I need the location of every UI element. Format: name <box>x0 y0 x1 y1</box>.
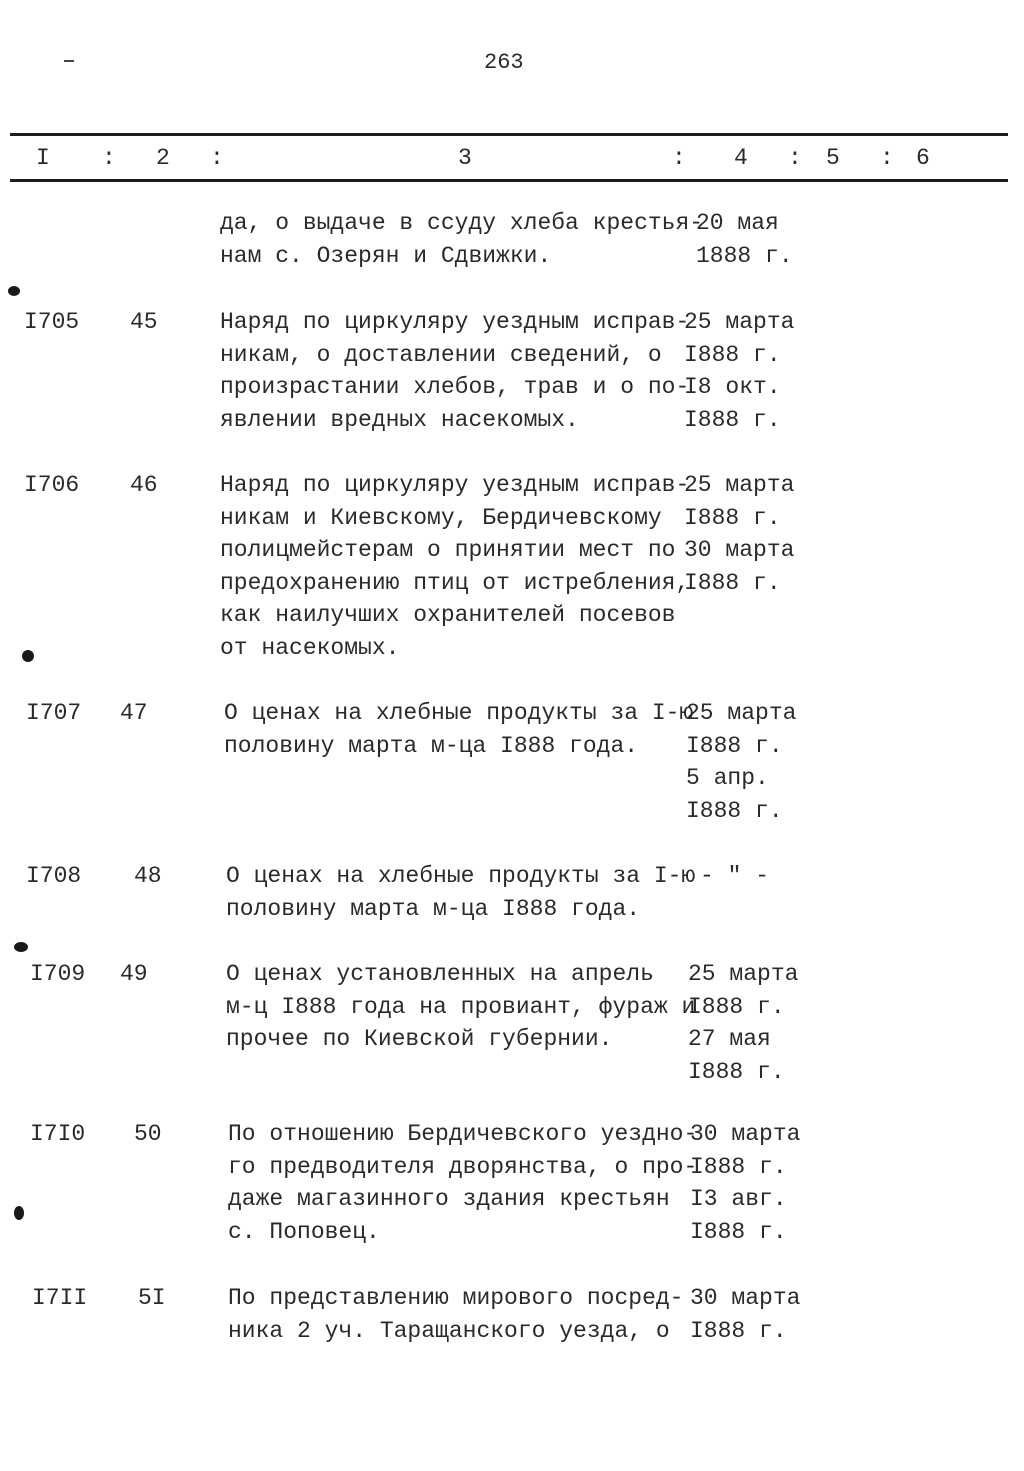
header-col-5: 5 <box>826 145 840 171</box>
row-dates: 30 марта I888 г. <box>690 1285 801 1344</box>
row-sheet: 48 <box>134 863 162 889</box>
header-rule-bottom <box>10 179 1008 182</box>
header-separator: : <box>672 145 686 171</box>
header-col-1: I <box>36 145 50 171</box>
header-separator: : <box>102 145 116 171</box>
row-dates: 25 марта I888 г. 27 мая I888 г. <box>688 961 799 1085</box>
row-description: О ценах на хлебные продукты за I-ю половину марта м-ца I888 года. <box>226 863 696 922</box>
ink-speck <box>22 650 34 662</box>
row-dates: 20 мая 1888 г. <box>696 210 793 269</box>
row-description: О ценах установленных на апрель м-ц I888 года на провиант, фураж и прочее по Киевской губернии. <box>226 961 696 1052</box>
header-col-2: 2 <box>156 145 170 171</box>
header-separator: : <box>210 145 224 171</box>
row-dates: 25 марта I888 г. 5 апр. I888 г. <box>686 700 797 824</box>
row-sheet: 5I <box>138 1285 166 1311</box>
row-dates: 30 марта I888 г. I3 авг. I888 г. <box>690 1121 801 1245</box>
row-sheet: 50 <box>134 1121 162 1147</box>
row-description: О ценах на хлебные продукты за I-ю половину марта м-ца I888 года. <box>224 700 694 759</box>
margin-dash <box>64 60 74 62</box>
row-number: I705 <box>24 309 80 335</box>
header-separator: : <box>788 145 802 171</box>
row-description: Наряд по циркуляру уездным исправ- никам и Киевскому, Бердичевскому полицмейстерам о принятии мест по предохранению птиц от истребления, как наилучших охранителей посевов от насекомых. <box>220 472 690 661</box>
ink-speck <box>8 286 20 296</box>
row-number: I708 <box>26 863 82 889</box>
row-number: I707 <box>26 700 82 726</box>
row-description: По отношению Бердичевского уездно- го предводителя дворянства, о про- даже магазинного здания крестьян с. Поповец. <box>228 1121 698 1245</box>
row-description: да, о выдаче в ссуду хлеба крестья- нам с. Озерян и Сдвижки. <box>220 210 704 269</box>
row-dates: 25 марта I888 г. I8 окт. I888 г. <box>684 309 795 433</box>
row-number: I7II <box>32 1285 88 1311</box>
header-col-6: 6 <box>916 145 930 171</box>
header-col-3: 3 <box>458 145 472 171</box>
row-sheet: 46 <box>130 472 158 498</box>
row-number: I706 <box>24 472 80 498</box>
row-number: I7I0 <box>30 1121 86 1147</box>
row-number: I709 <box>30 961 86 987</box>
row-dates: - " - <box>700 863 770 889</box>
row-dates: 25 марта I888 г. 30 марта I888 г. <box>684 472 795 596</box>
header-col-4: 4 <box>734 145 748 171</box>
row-description: По представлению мирового посред- ника 2 уч. Таращанского уезда, о <box>228 1285 684 1344</box>
ink-speck <box>14 1206 24 1220</box>
row-sheet: 49 <box>120 961 148 987</box>
row-description: Наряд по циркуляру уездным исправ- никам, о доставлении сведений, о произрастании хлебов, трав и о по- явлении вредных насекомых. <box>220 309 690 433</box>
ink-speck <box>14 942 28 952</box>
row-sheet: 47 <box>120 700 148 726</box>
page-number: 263 <box>484 50 524 75</box>
header-separator: : <box>880 145 894 171</box>
header-rule-top <box>10 133 1008 136</box>
row-sheet: 45 <box>130 309 158 335</box>
